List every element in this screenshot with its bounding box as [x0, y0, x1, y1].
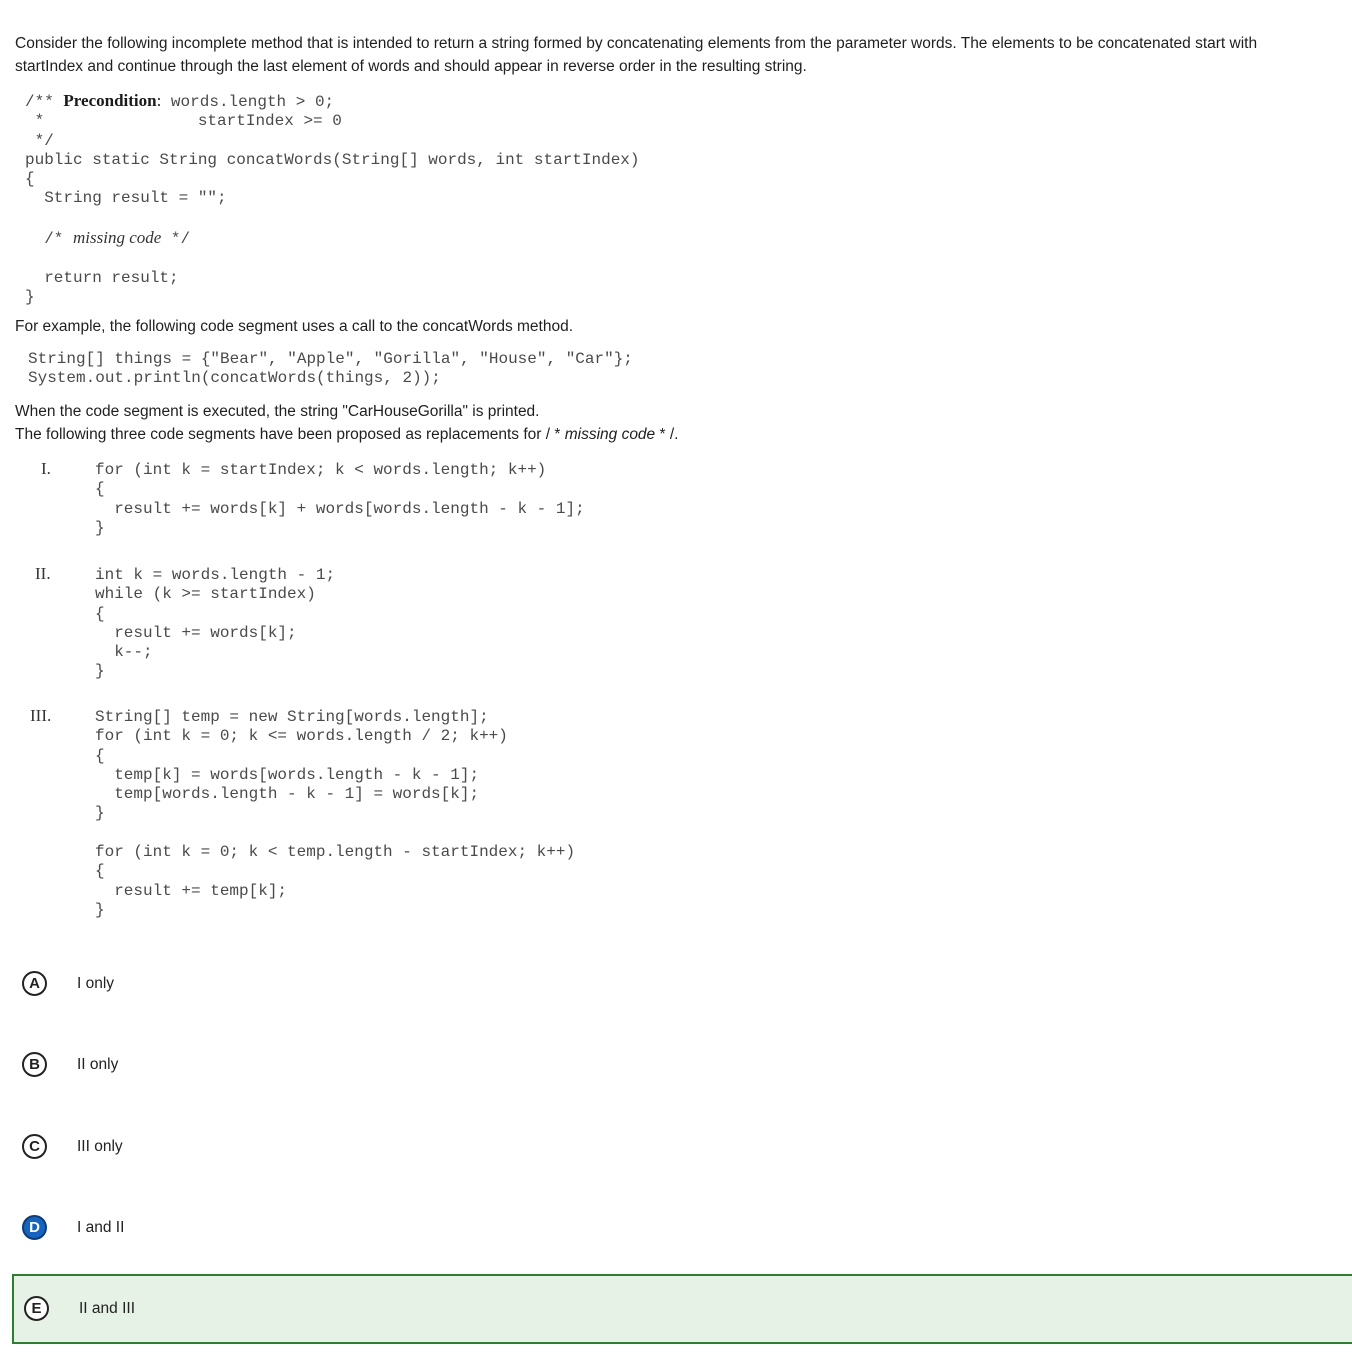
choice-e-correct[interactable] — [12, 1274, 1352, 1344]
method-code — [25, 91, 640, 307]
choice-a[interactable] — [12, 949, 1352, 1019]
choice-e-label: II and III — [79, 1300, 136, 1317]
choice-c-label: III only — [77, 1138, 123, 1155]
choice-d-selected[interactable] — [12, 1193, 1352, 1263]
result-text: When the code segment is executed, the string "CarHouseGorilla" is printed. — [15, 403, 540, 420]
code-line: public static String concatWords(String[] words, int startIndex) — [25, 150, 640, 169]
code-line: /** — [25, 93, 64, 111]
segment-code-3: String[] temp = new String[words.length]; for (int k = 0; k <= words.length / 2; k++) { temp[k] = words[words.length - k - 1]; temp[words.length - k - 1] = words[k]; } for (int k = 0; k < temp.length - startIndex; k++) { result += temp[k]; } — [95, 708, 576, 919]
choice-a-bubble-icon[interactable]: A — [22, 971, 47, 996]
choice-e-bubble-icon[interactable]: E — [24, 1296, 49, 1321]
choice-b-label: II only — [77, 1056, 119, 1073]
code-line: { — [25, 170, 35, 189]
code-line: String result = ""; — [25, 189, 227, 208]
code-line: */ — [25, 131, 54, 150]
segment-numeral-1: I. — [41, 459, 51, 478]
code-line: System.out.println(concatWords(things, 2)); — [28, 369, 441, 388]
missing-code-placeholder: missing code — [73, 228, 162, 248]
segment-numeral-2: II. — [35, 564, 51, 583]
example-code — [28, 350, 633, 389]
question-intro: Consider the following incomplete method that is intended to return a string formed by concatenating elements from the parameter words. The elements to be concatenated start with startIndex and continue through the last element of words and should appear in reverse order in the resulting string. — [15, 35, 1258, 75]
choice-c[interactable] — [12, 1112, 1352, 1182]
precondition-label: Precondition — [63, 91, 157, 110]
code-line: String[] things = {"Bear", "Apple", "Gorilla", "House", "Car"}; — [28, 350, 633, 368]
choice-a-label: I only — [77, 975, 115, 992]
example-intro: For example, the following code segment uses a call to the concatWords method. — [15, 318, 574, 335]
code-line: /* — [25, 230, 74, 249]
code-line: } — [25, 287, 35, 306]
code-line: */ — [161, 230, 191, 249]
choice-d-label: I and II — [77, 1219, 125, 1236]
choice-d-bubble-icon[interactable]: D — [22, 1215, 47, 1240]
proposal-text — [15, 423, 678, 446]
segment-code-1: for (int k = startIndex; k < words.length; k++) { result += words[k] + words[words.length - k - 1]; } — [95, 461, 585, 537]
proposal-suffix: * /. — [655, 426, 679, 443]
choice-b-bubble-icon[interactable]: B — [22, 1052, 47, 1077]
proposal-prefix: The following three code segments have been proposed as replacements for / * — [15, 426, 565, 443]
precondition-colon: : — [156, 91, 162, 110]
choice-c-bubble-icon[interactable]: C — [22, 1134, 47, 1159]
segment-code-2: int k = words.length - 1; while (k >= startIndex) { result += words[k]; k--; } — [95, 566, 336, 681]
code-line: * startIndex >= 0 — [25, 112, 342, 131]
choice-b[interactable] — [12, 1030, 1352, 1100]
code-line: words.length > 0; — [161, 93, 335, 111]
code-line: return result; — [25, 268, 179, 287]
proposal-missing-code: missing code — [564, 426, 656, 443]
segment-numeral-3: III. — [30, 706, 52, 725]
